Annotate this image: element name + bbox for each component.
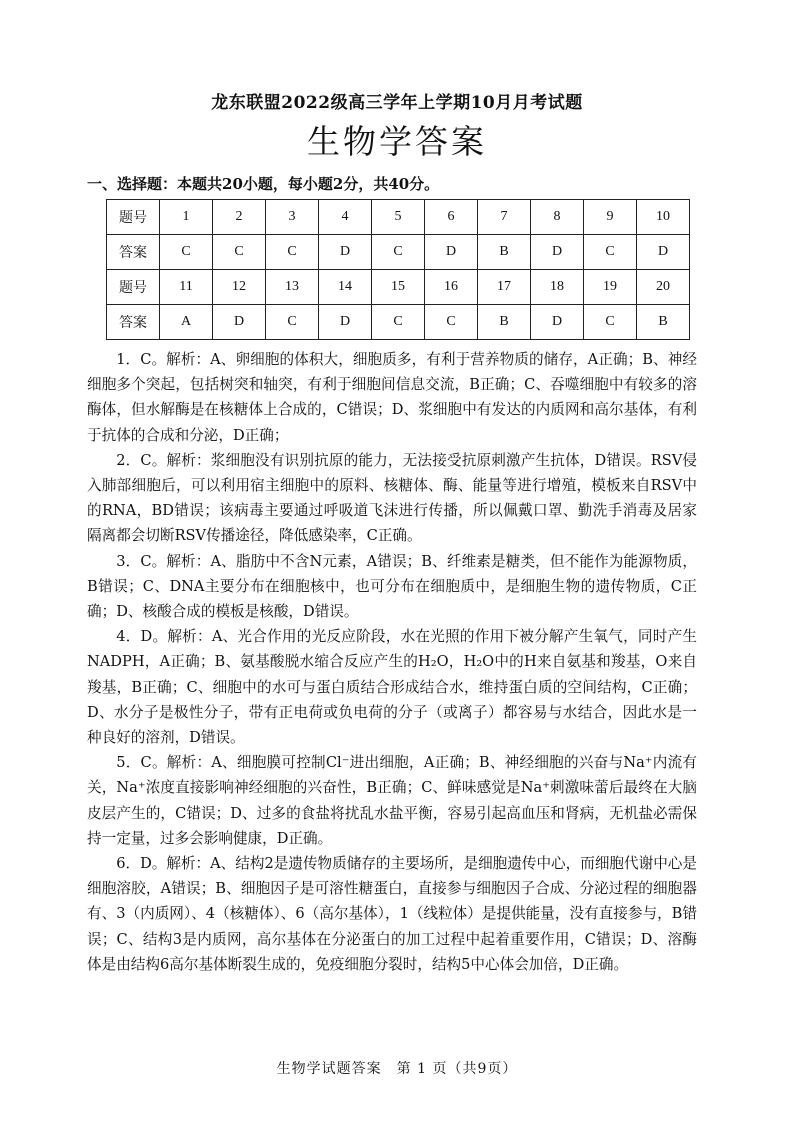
table-cell: 13 xyxy=(266,270,319,305)
table-cell: C xyxy=(266,305,319,340)
table-cell: 6 xyxy=(425,200,478,235)
table-cell: 9 xyxy=(584,200,637,235)
table-cell: C xyxy=(372,235,425,270)
explanations xyxy=(87,347,697,977)
table-row xyxy=(107,235,690,270)
explanation-5: 5．C。解析：A、细胞膜可控制Cl⁻进出细胞，A正确；B、神经细胞的兴奋与Na⁺内流有关，Na⁺浓度直接影响神经细胞的兴奋性，B正确；C、鲜味感觉是Na⁺刺激味蕾后最终在大脑皮层产生的，C错误；D、过多的食盐将扰乱水盐平衡，容易引起高血压和肾病，无机盐必需保持一定量，过多会影响健康，D正确。 xyxy=(87,754,697,847)
row-label: 答案 xyxy=(107,235,160,270)
table-cell: C xyxy=(584,305,637,340)
row-label: 答案 xyxy=(107,305,160,340)
explanation-4: 4．D。解析：A、光合作用的光反应阶段，水在光照的作用下被分解产生氧气，同时产生NADPH，A正确；B、氨基酸脱水缩合反应产生的H₂O，H₂O中的H来自氨基和羧基，O来自羧基，B正确；C、细胞中的水可与蛋白质结合形成结合水，维持蛋白质的空间结构，C正确；D、水分子是极性分子，带有正电荷或负电荷的分子（或离子）都容易与水结合，因此水是一种良好的溶剂，D错误。 xyxy=(87,628,697,747)
table-cell: 2 xyxy=(213,200,266,235)
table-cell: 17 xyxy=(478,270,531,305)
table-cell: D xyxy=(425,235,478,270)
table-cell: C xyxy=(213,235,266,270)
table-cell: C xyxy=(584,235,637,270)
table-cell: 7 xyxy=(478,200,531,235)
table-cell: 5 xyxy=(372,200,425,235)
table-row xyxy=(107,305,690,340)
table-cell: A xyxy=(160,305,213,340)
table-cell: 1 xyxy=(160,200,213,235)
exam-title: 龙东联盟2022级高三学年上学期10月月考试题 xyxy=(211,93,583,113)
table-cell: C xyxy=(160,235,213,270)
table-cell: 14 xyxy=(319,270,372,305)
table-row xyxy=(107,270,690,305)
row-label: 题号 xyxy=(107,200,160,235)
answer-table xyxy=(106,199,690,340)
table-row xyxy=(107,200,690,235)
table-cell: D xyxy=(637,235,690,270)
table-cell: D xyxy=(531,235,584,270)
page-footer: 生物学试题答案 第 1 页（共9页） xyxy=(276,1061,518,1077)
table-cell: D xyxy=(319,235,372,270)
table-cell: 19 xyxy=(584,270,637,305)
row-label: 题号 xyxy=(107,270,160,305)
table-cell: 10 xyxy=(637,200,690,235)
table-cell: D xyxy=(213,305,266,340)
explanation-6: 6．D。解析：A、结构2是遗传物质储存的主要场所，是细胞遗传中心，而细胞代谢中心是细胞溶胶，A错误；B、细胞因子是可溶性糖蛋白，直接参与细胞因子合成、分泌过程的细胞器有、3（内质网）、4（核糖体）、6（高尔基体），1（线粒体）是提供能量，没有直接参与，B错误；C、结构3是内质网，高尔基体在分泌蛋白的加工过程中起着重要作用，C错误；D、溶酶体是由结构6高尔基体断裂生成的，免疫细胞分裂时，结构5中心体会加倍，D正确。 xyxy=(87,855,697,973)
table-cell: B xyxy=(478,235,531,270)
table-cell: C xyxy=(425,305,478,340)
explanation-3: 3．C。解析：A、脂肪中不含N元素，A错误；B、纤维素是糖类，但不能作为能源物质，B错误；C、DNA主要分布在细胞核中，也可分布在细胞质中，是细胞生物的遗传物质，C正确；D、核酸合成的模板是核酸，D错误。 xyxy=(87,552,697,621)
page-title: 生物学答案 xyxy=(307,122,487,161)
table-cell: D xyxy=(319,305,372,340)
table-cell: C xyxy=(266,235,319,270)
table-cell: 20 xyxy=(637,270,690,305)
table-cell: B xyxy=(478,305,531,340)
section-heading: 一、选择题：本题共20小题，每小题2分，共40分。 xyxy=(87,175,440,193)
explanation-1: 1．C。解析：A、卵细胞的体积大，细胞质多，有利于营养物质的储存，A正确；B、神经细胞多个突起，包括树突和轴突，有利于细胞间信息交流，B正确；C、吞噬细胞中有较多的溶酶体，但水解酶是在核糖体上合成的，C错误；D、浆细胞中有发达的内质网和高尔基体，有利于抗体的合成和分泌，D正确； xyxy=(87,351,697,444)
table-cell: 4 xyxy=(319,200,372,235)
table-cell: 18 xyxy=(531,270,584,305)
table-cell: 15 xyxy=(372,270,425,305)
table-cell: 8 xyxy=(531,200,584,235)
table-cell: 3 xyxy=(266,200,319,235)
table-cell: B xyxy=(637,305,690,340)
table-cell: 16 xyxy=(425,270,478,305)
explanation-2: 2．C。解析：浆细胞没有识别抗原的能力，无法接受抗原刺激产生抗体，D错误。RSV侵入肺部细胞后，可以利用宿主细胞中的原料、核糖体、酶、能量等进行增殖，模板来自RSV中的RNA，BD错误；该病毒主要通过呼吸道飞沫进行传播，所以佩戴口罩、勤洗手消毒及居家隔离都会切断RSV传播途径，降低感染率，C正确。 xyxy=(87,451,697,545)
table-cell: 12 xyxy=(213,270,266,305)
table-cell: 11 xyxy=(160,270,213,305)
table-cell: C xyxy=(372,305,425,340)
table-cell: D xyxy=(531,305,584,340)
